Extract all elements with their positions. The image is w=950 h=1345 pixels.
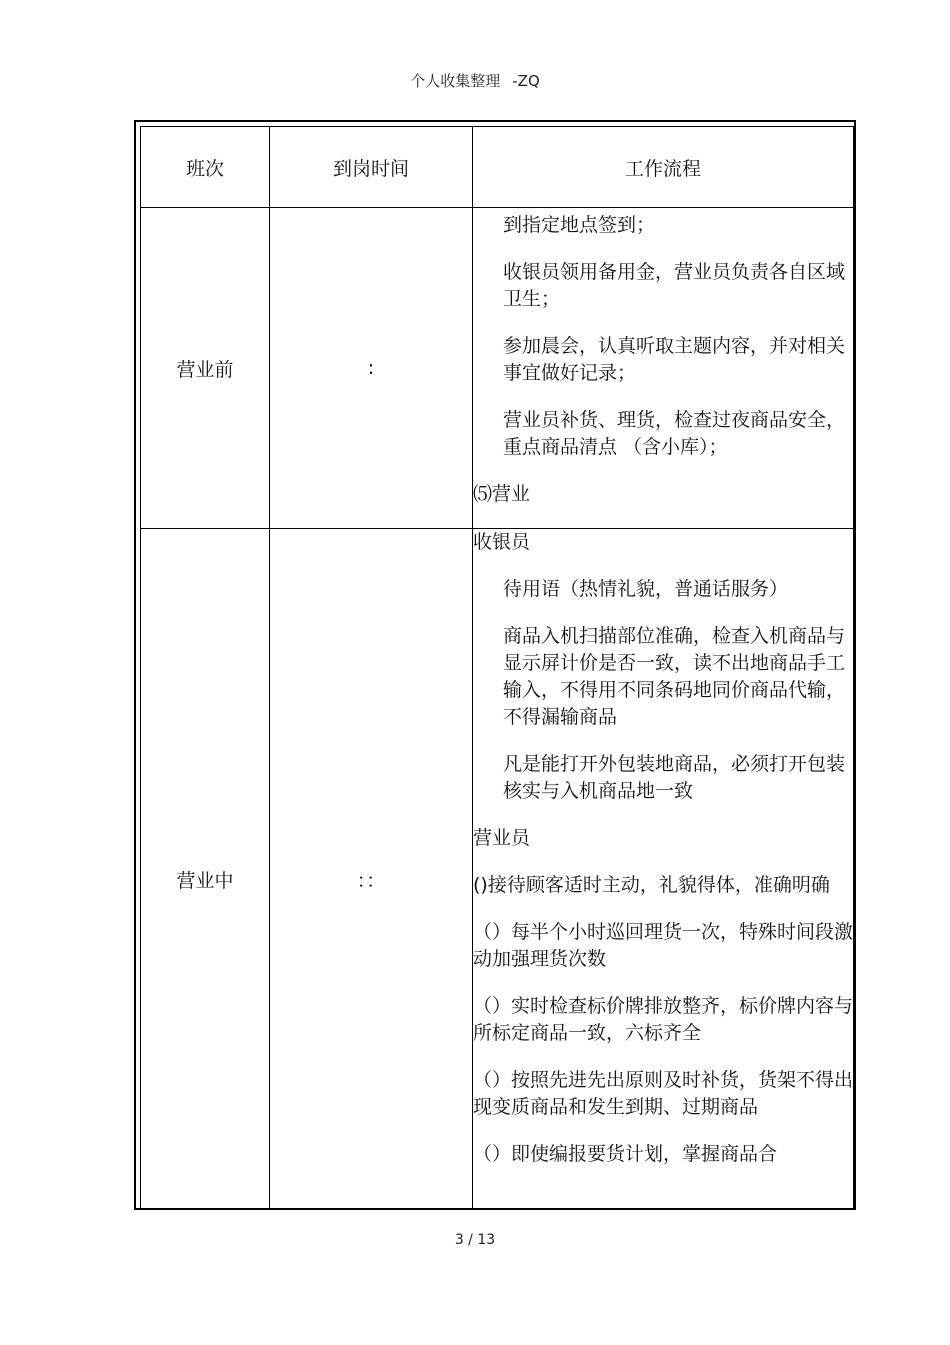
workflow-item: （）即使编报要货计划，掌握商品合 <box>473 1143 778 1165</box>
time-cell: : <box>270 208 473 529</box>
shift-cell: 营业中 <box>141 529 270 1211</box>
workflow-item: 收银员领用备用金，营业员负责各自区域卫生； <box>503 261 846 310</box>
workflow-table <box>140 126 854 1210</box>
workflow-item: 营业员补货、理货，检查过夜商品安全，重点商品清点 （含小库）； <box>503 409 846 458</box>
workflow-item: （）每半个小时巡回理货一次，特殊时间段激动加强理货次数 <box>473 921 854 970</box>
workflow-item: （）按照先进先出原则及时补货，货架不得出现变质商品和发生到期、过期商品 <box>473 1069 854 1118</box>
workflow-item: （）实时检查标价牌排放整齐，标价牌内容与所标定商品一致，六标齐全 <box>473 995 854 1044</box>
column-header-shift: 班次 <box>141 127 270 208</box>
page-number: 3 / 13 <box>454 1232 496 1248</box>
header-suffix: -ZQ <box>512 72 540 90</box>
page-header <box>0 70 950 91</box>
workflow-item: 商品入机扫描部位准确，检查入机商品与显示屏计价是否一致，读不出地商品手工输入，不得用不同条码地同价商品代输，不得漏输商品 <box>503 625 846 728</box>
header-title: 个人收集整理 <box>410 72 501 90</box>
workflow-item: 到指定地点签到； <box>503 214 656 236</box>
table-row <box>141 529 854 1211</box>
workflow-cell <box>473 529 854 1211</box>
column-header-workflow: 工作流程 <box>473 127 854 208</box>
workflow-item: 待用语（热情礼貌，普通话服务） <box>503 578 789 600</box>
column-header-time: 到岗时间 <box>270 127 473 208</box>
table-row <box>141 208 854 529</box>
shift-cell: 营业前 <box>141 208 270 529</box>
workflow-item: ()接待顾客适时主动，礼貌得体，准确明确 <box>473 874 830 896</box>
workflow-cell <box>473 208 854 529</box>
table-frame <box>134 120 856 1210</box>
workflow-item: 凡是能打开外包装地商品，必须打开包装核实与入机商品地一致 <box>503 753 846 802</box>
workflow-item: 营业员 <box>473 827 531 849</box>
workflow-item: 参加晨会，认真听取主题内容，并对相关事宜做好记录； <box>503 335 846 384</box>
table-header-row <box>141 127 854 208</box>
workflow-item: 收银员 <box>473 531 531 553</box>
workflow-item: ⑸营业 <box>473 483 531 505</box>
time-cell: ：： <box>270 529 473 1211</box>
